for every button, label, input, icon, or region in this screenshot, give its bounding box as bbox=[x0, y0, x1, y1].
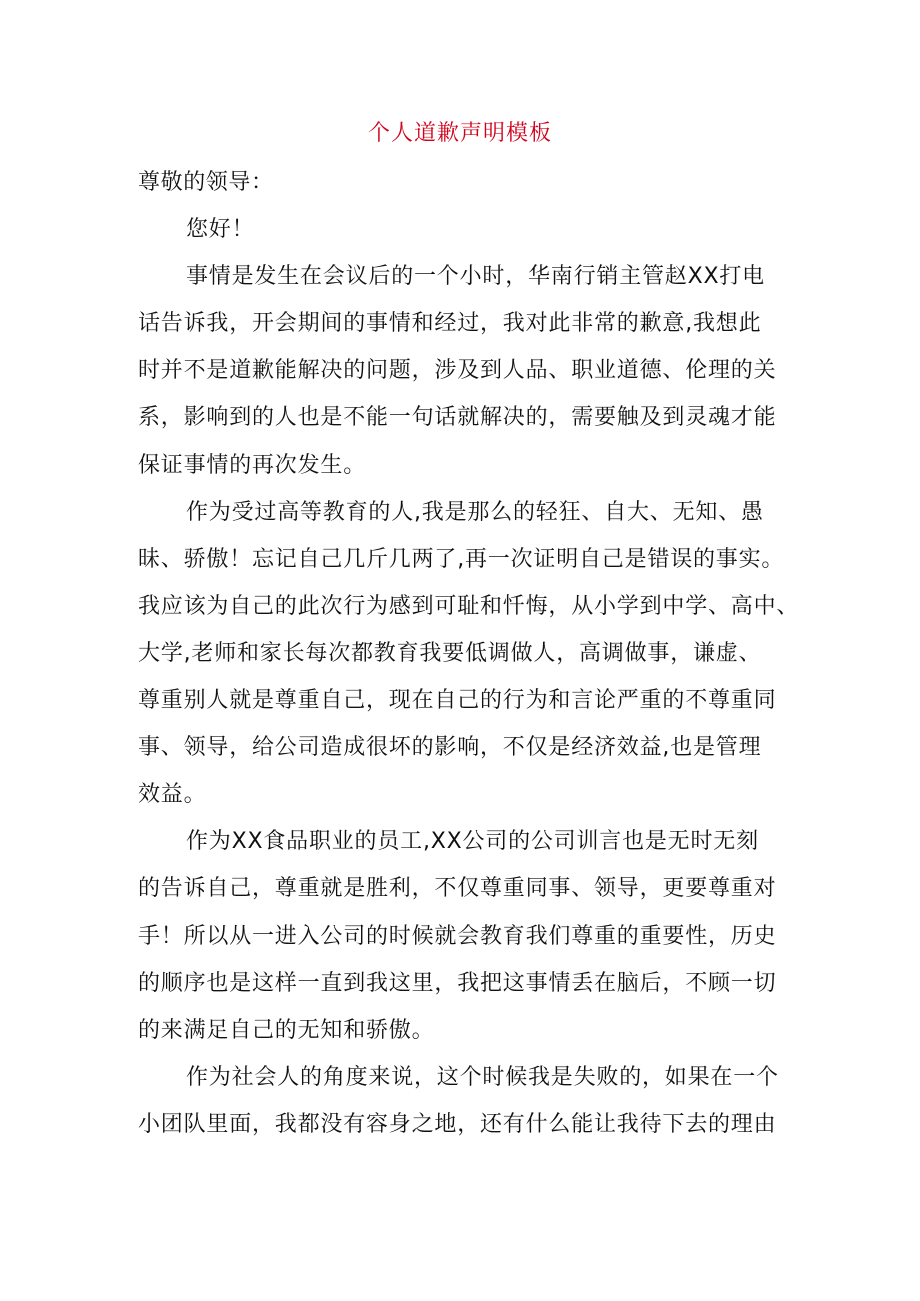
paragraph-line: 我应该为自己的此次行为感到可耻和忏悔，从小学到中学、高中、 bbox=[138, 593, 800, 619]
paragraph-line: 作为社会人的角度来说，这个时候我是失败的，如果在一个 bbox=[186, 1064, 779, 1090]
paragraph-line: 话告诉我，开会期间的事情和经过，我对此非常的歉意,我想此 bbox=[138, 311, 762, 337]
paragraph-line: 大学,老师和家长每次都教育我要低调做人，高调做事，谦虚、 bbox=[138, 640, 762, 666]
paragraph-line: 事、领导，给公司造成很坏的影响，不仅是经济效益,也是管理 bbox=[138, 735, 762, 761]
paragraph-line: 的告诉自己，尊重就是胜利，不仅尊重同事、领导，更要尊重对 bbox=[138, 876, 777, 902]
paragraph-line: 效益。 bbox=[138, 782, 207, 808]
paragraph-line: 的来满足自己的无知和骄傲。 bbox=[138, 1017, 435, 1043]
paragraph-line: 尊重别人就是尊重自己，现在自己的行为和言论严重的不尊重同 bbox=[138, 688, 777, 714]
paragraph-line: 的顺序也是这样一直到我这里，我把这事情丢在脑后，不顾一切 bbox=[138, 970, 777, 996]
paragraph-line: 作为受过高等教育的人,我是那么的轻狂、自大、无知、愚 bbox=[186, 499, 764, 525]
salutation-line: 尊敬的领导： bbox=[138, 170, 274, 195]
paragraph-line: 时并不是道歉能解决的问题，涉及到人品、职业道德、伦理的关 bbox=[138, 358, 777, 384]
paragraph-line: 小团队里面，我都没有容身之地，还有什么能让我待下去的理由 bbox=[138, 1111, 777, 1137]
document-body bbox=[138, 165, 800, 1154]
paragraph-line: 保证事情的再次发生。 bbox=[138, 452, 367, 478]
paragraph-line: 事情是发生在会议后的一个小时，华南行销主管赵XX打电 bbox=[186, 264, 765, 290]
paragraph-line: 系，影响到的人也是不能一句话就解决的，需要触及到灵魂才能 bbox=[138, 405, 777, 431]
greeting-line: 您好！ bbox=[186, 217, 255, 243]
paragraph-line: 作为XX食品职业的员工,XX公司的公司训言也是无时无刻 bbox=[186, 829, 759, 855]
paragraph-line: 手！所以从一进入公司的时候就会教育我们尊重的重要性，历史 bbox=[138, 923, 777, 949]
document-title: 个人道歉声明模板 bbox=[367, 121, 552, 146]
paragraph-line: 昧、骄傲！忘记自己几斤几两了,再一次证明自己是错误的事实。 bbox=[138, 546, 785, 572]
